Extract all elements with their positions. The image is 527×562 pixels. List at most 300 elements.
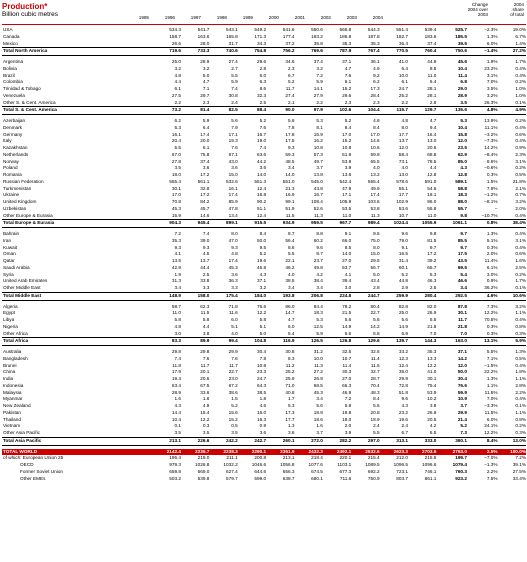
year-value-cell: 6.4 — [429, 79, 437, 85]
year-value-cell: 2.7 — [231, 65, 238, 71]
year-value-cell: 9.4 — [429, 124, 437, 130]
year-value-cell: 3.3 — [231, 285, 238, 291]
row-label: Other Africa — [3, 330, 28, 336]
current-year-value-cell: 163.0 — [436, 338, 467, 346]
row-label: Other Middle East — [3, 285, 41, 291]
year-value-cell: 27.5 — [171, 92, 182, 98]
share-cell: 10.6% — [498, 292, 526, 300]
year-value-cell: 31.2 — [313, 349, 323, 355]
row-label: TOTAL WORLD — [2, 449, 153, 456]
year-value-cell: 3.5 — [231, 430, 238, 436]
year-value-cell: 733.3 — [181, 48, 209, 56]
change-cell: 7.1% — [486, 355, 498, 361]
total-row — [2, 292, 526, 300]
year-value-cell: 34.3 — [257, 40, 267, 46]
row-label: India — [3, 376, 14, 382]
change-cell: 12.2% — [484, 310, 498, 316]
year-value-cell: 102.6 — [323, 107, 351, 115]
year-value-cell: 2142.4 — [153, 449, 181, 456]
year-value-cell: 0.3 — [202, 423, 210, 429]
total-row — [2, 107, 526, 115]
change-cell: – — [494, 205, 498, 211]
year-value-cell: 945.4 — [181, 220, 209, 228]
year-value-cell: 12.4 — [398, 362, 409, 368]
table-title: Production* — [2, 2, 48, 11]
year-value-cell: 105.9 — [339, 199, 352, 205]
year-value-cell: 5.5 — [174, 145, 182, 151]
year-value-cell: 1.6 — [174, 396, 182, 402]
year-value-cell: 16.1 — [171, 131, 182, 137]
year-value-cell: 7.2 — [174, 231, 182, 237]
year-value-cell: 17.4 — [228, 192, 238, 198]
change-cell: –1.2% — [484, 192, 498, 198]
year-value-cell: 12.2 — [427, 362, 437, 368]
row-label: Bolivia — [3, 65, 17, 71]
current-year-value-cell: 30.1 — [457, 310, 467, 316]
year-value-cell: 2290.1 — [238, 449, 266, 456]
year-value-cell: 5.8 — [174, 317, 182, 323]
current-year-value-cell: 76.6 — [457, 382, 467, 388]
year-value-cell: 550.6 — [311, 27, 323, 33]
share-cell: 1.1% — [515, 376, 526, 382]
year-value-cell: 64.3 — [257, 382, 267, 388]
year-value-cell: 35.3 — [427, 349, 437, 355]
change-cell: 4.6% — [467, 292, 498, 300]
year-value-cell: 1.9 — [174, 271, 182, 277]
change-cell: 6.0% — [486, 416, 498, 422]
share-header-line3: of total — [510, 12, 524, 17]
year-value-cell: 5.2 — [259, 251, 267, 257]
year-value-cell: 13.3 — [427, 355, 437, 361]
year-value-cell: 39.2 — [427, 258, 437, 264]
year-value-cell: 549.2 — [254, 27, 267, 33]
year-value-cell: 539.8 — [197, 475, 210, 481]
share-cell: 1.1% — [515, 409, 526, 415]
current-year-value-cell: 30.4 — [457, 376, 467, 382]
year-value-cell: 33.8 — [200, 278, 210, 284]
year-value-cell: 1077.6 — [308, 462, 323, 468]
year-value-cell: 680.1 — [311, 475, 323, 481]
year-value-cell: 38.5 — [285, 278, 295, 284]
year-value-cell: 4.7 — [202, 79, 210, 85]
year-value-cell: 68.8 — [427, 151, 437, 157]
year-value-cell: 579.7 — [226, 475, 238, 481]
year-value-cell: 12.5 — [313, 323, 323, 329]
current-year-value-cell: 88.0 — [457, 199, 467, 205]
year-value-cell: 16.9 — [285, 192, 295, 198]
year-value-cell: 32.5 — [342, 349, 352, 355]
share-cell: 0.2% — [515, 423, 526, 429]
current-year-value-cell: 199.7 — [455, 455, 467, 461]
year-value-cell: 17.5 — [285, 138, 295, 144]
year-value-cell: 7.4 — [259, 145, 267, 151]
current-year-value-cell: 69.5 — [457, 264, 467, 270]
share-cell: 0.1% — [515, 403, 526, 409]
year-value-cell: 19.8 — [342, 409, 352, 415]
year-value-cell: 542.4 — [339, 178, 352, 184]
share-cell: 21.8% — [512, 178, 526, 184]
year-value-cell: 28.1 — [427, 92, 437, 98]
share-cell: 0.4% — [515, 362, 526, 368]
table-row — [2, 245, 526, 252]
share-cell: 1.7% — [515, 278, 526, 284]
year-value-cell: 17.2 — [200, 192, 210, 198]
share-cell: 0.8% — [515, 416, 526, 422]
change-cell: 14.2% — [484, 145, 498, 151]
year-value-cell: 67.2 — [228, 382, 238, 388]
year-value-cell: 103.6 — [367, 199, 380, 205]
change-cell: 1.3% — [486, 376, 498, 382]
share-cell: 2.2% — [515, 389, 526, 395]
current-year-value-cell: 29.0 — [457, 86, 467, 92]
year-value-cell: 754.8 — [238, 48, 266, 56]
year-value-cell: 7.4 — [231, 86, 238, 92]
row-label: Pakistan — [3, 409, 21, 415]
year-value-cell: 56.4 — [285, 237, 295, 243]
year-value-cell: 183.6 — [424, 33, 437, 39]
year-value-cell: 627.4 — [226, 468, 238, 474]
year-value-cell: 3.6 — [231, 271, 238, 277]
year-value-cell: 638.7 — [282, 475, 295, 481]
current-year-value-cell: 9.7 — [460, 244, 467, 250]
year-value-cell: 23.7 — [313, 258, 323, 264]
year-value-cell: 67.5 — [200, 382, 210, 388]
year-value-cell: 29.5 — [370, 258, 380, 264]
year-value-cell: 9.1 — [401, 244, 409, 250]
year-value-cell: 30.8 — [285, 349, 295, 355]
year-value-cell: 13.0 — [427, 138, 437, 144]
year-value-cell: 7.2 — [316, 72, 323, 78]
year-value-cell: 22.1 — [285, 258, 295, 264]
year-value-cell: 899.1 — [209, 220, 237, 228]
share-cell: 0.4% — [515, 72, 526, 78]
year-value-cell: 175.4 — [209, 292, 237, 300]
year-value-cell: 3.6 — [287, 430, 295, 436]
header-rule — [2, 24, 526, 25]
current-year-value-cell: 85.5 — [457, 237, 467, 243]
year-value-cell: 13.0 — [398, 172, 409, 178]
year-value-cell: 5.0 — [202, 72, 210, 78]
table-row — [2, 93, 526, 100]
change-cell: 5.5% — [486, 349, 498, 355]
year-value-cell: 1.8 — [259, 396, 267, 402]
year-value-cell: 244.7 — [351, 292, 379, 300]
share-cell: 0.6% — [515, 131, 526, 137]
change-cell: 3.1% — [486, 72, 498, 78]
year-value-cell: 183.2 — [311, 33, 323, 39]
year-value-cell: 84.4 — [313, 303, 323, 309]
year-value-cell: 16.5 — [398, 251, 409, 257]
change-cell: –2.3% — [484, 27, 498, 33]
current-year-value-cell: 15.8 — [457, 131, 467, 137]
year-value-cell: 4.7 — [287, 317, 295, 323]
year-value-cell: 6.0 — [287, 323, 295, 329]
row-label: United Arab Emirates — [3, 278, 48, 284]
share-cell: 5.9% — [498, 338, 526, 346]
change-cell: 0.9% — [486, 278, 498, 284]
year-value-cell: 2.5 — [429, 285, 437, 291]
current-year-value-cell: 28.9 — [457, 92, 467, 98]
year-value-cell: 2.5 — [202, 271, 210, 277]
year-value-cell: 7.0 — [429, 330, 437, 336]
year-value-cell: 30.4 — [257, 349, 267, 355]
current-year-value-cell: 39.5 — [457, 40, 467, 46]
year-value-cell: 2.9 — [401, 285, 409, 291]
change-cell: 0.3% — [486, 172, 498, 178]
year-value-cell: 184.0 — [238, 292, 266, 300]
share-cell: 1.8% — [515, 369, 526, 375]
current-year-value-cell: 45.6 — [457, 59, 467, 65]
year-value-cell: 12.4 — [257, 212, 267, 218]
year-value-cell: 79.0 — [398, 237, 409, 243]
year-value-cell: 24.7 — [398, 86, 409, 92]
year-value-cell: 17.3 — [285, 409, 295, 415]
year-value-cell: 3.6 — [231, 165, 238, 171]
year-value-cell: 2492.1 — [323, 449, 351, 456]
table-row — [2, 186, 526, 193]
current-year-value-cell: 58.8 — [457, 185, 467, 191]
year-value-cell: 10.8 — [257, 362, 267, 368]
year-value-cell: 13.7 — [200, 258, 210, 264]
share-cell: 0.1% — [515, 285, 526, 291]
year-value-cell: 75.8 — [200, 151, 210, 157]
row-label: Saudi Arabia — [3, 264, 30, 270]
year-value-cell: 4.4 — [202, 323, 210, 329]
year-value-cell: 719.6 — [153, 48, 181, 56]
table-row — [2, 285, 526, 292]
year-value-cell: 47.9 — [342, 185, 352, 191]
year-value-cell: 2.8 — [259, 65, 267, 71]
year-value-cell: 31.3 — [171, 278, 182, 284]
year-value-cell: 75.0 — [370, 237, 380, 243]
year-value-cell: 5.0 — [259, 330, 267, 336]
year-value-cell: 35.8 — [313, 40, 323, 46]
year-value-cell: 7.8 — [259, 355, 267, 361]
year-value-cell: 8.4 — [259, 231, 267, 237]
year-value-cell: 12.4 — [257, 185, 267, 191]
year-value-cell: 5.3 — [316, 118, 323, 124]
year-value-cell: 1024.4 — [380, 220, 408, 228]
year-value-cell: 3.2 — [174, 65, 182, 71]
year-value-cell: 37.1 — [342, 59, 352, 65]
row-label: Bangladesh — [3, 355, 28, 361]
year-value-cell: 30.1 — [427, 376, 437, 382]
row-label: Romania — [3, 172, 22, 178]
row-label: United Kingdom — [3, 199, 37, 205]
year-value-cell: 129.7 — [408, 107, 436, 115]
year-value-cell: 51.1 — [257, 205, 267, 211]
year-value-cell: 40.8 — [285, 389, 295, 395]
year-value-cell: 3.5 — [202, 430, 210, 436]
year-value-cell: 26.9 — [427, 310, 437, 316]
year-value-cell: 38.4 — [313, 278, 323, 284]
year-value-cell: 3.4 — [316, 285, 323, 291]
change-cell: –8.1% — [484, 199, 498, 205]
year-value-cell: 17.0 — [342, 131, 352, 137]
share-cell: 0.4% — [515, 317, 526, 323]
year-value-cell: 18.1 — [427, 192, 437, 198]
table-row — [2, 73, 526, 80]
year-value-cell: 20.5 — [200, 376, 210, 382]
year-value-cell: 2.0 — [344, 423, 352, 429]
year-value-cell: 6.0 — [259, 72, 267, 78]
change-cell: 22.2% — [484, 369, 498, 375]
year-value-cell: 16.0 — [257, 409, 267, 415]
row-label: Libya — [3, 317, 15, 323]
row-label: Nigeria — [3, 323, 18, 329]
year-value-cell: 42.9 — [171, 264, 182, 270]
year-value-cell: 3.4 — [287, 285, 295, 291]
year-value-cell: 644.6 — [254, 468, 267, 474]
share-cell: 13.0% — [498, 437, 526, 445]
table-unit: Billion cubic metres — [2, 11, 58, 18]
change-cell: 8.4% — [467, 437, 498, 445]
year-value-cell: 4.8 — [231, 251, 238, 257]
current-year-value-cell: 17.5 — [457, 251, 467, 257]
share-cell: 3.1% — [515, 237, 526, 243]
share-cell: 1.0% — [515, 86, 526, 92]
year-value-cell: 59.3 — [285, 151, 295, 157]
year-value-cell: 71.0 — [285, 382, 295, 388]
year-value-cell: 5.6 — [373, 403, 380, 409]
share-cell: 0.5% — [515, 172, 526, 178]
current-year-value-cell: 59.9 — [457, 389, 467, 395]
year-value-cell: 22.7 — [228, 369, 238, 375]
year-value-cell: 37.2 — [285, 40, 295, 46]
table-row — [2, 165, 526, 172]
year-value-cell: 3.6 — [259, 165, 267, 171]
year-value-cell: 19.6 — [257, 258, 267, 264]
current-year-value-cell: 14.2 — [457, 355, 467, 361]
year-value-cell: 17.1 — [342, 192, 352, 198]
year-value-cell: 9.8 — [429, 231, 437, 237]
year-value-cell: 591.0 — [424, 178, 437, 184]
year-value-cell: 12.8 — [427, 172, 437, 178]
year-value-cell: 5.3 — [287, 403, 295, 409]
year-value-cell: 10.7 — [398, 212, 409, 218]
year-value-cell: 5.5 — [373, 430, 380, 436]
year-value-cell: 0.1 — [174, 423, 182, 429]
change-cell: 6.1% — [486, 264, 498, 270]
table-row — [2, 159, 526, 166]
year-value-cell: 15.2 — [342, 86, 352, 92]
current-year-value-cell: 9.8 — [460, 212, 467, 218]
year-value-cell: 76.6 — [257, 303, 267, 309]
current-year-value-cell: 12.0 — [457, 138, 467, 144]
year-value-cell: 129.6 — [351, 338, 379, 346]
year-value-cell: 4.1 — [174, 251, 182, 257]
row-label: Uzbekistan — [3, 205, 27, 211]
year-value-cell: 211.1 — [226, 455, 238, 461]
table-row — [2, 423, 526, 430]
row-label: Mexico — [3, 40, 18, 46]
change-cell: 11.6% — [484, 389, 498, 395]
table-row — [2, 34, 526, 41]
change-cell: 0.3% — [486, 330, 498, 336]
year-value-cell: 27.4 — [285, 92, 295, 98]
year-value-cell: 14.7 — [285, 310, 295, 316]
year-value-cell: 24.7 — [257, 376, 267, 382]
year-value-cell: 6.1 — [401, 79, 409, 85]
year-value-cell: 4.8 — [401, 118, 409, 124]
year-value-cell: 28.9 — [200, 59, 210, 65]
share-cell: 1.3% — [515, 349, 526, 355]
year-value-cell: 2235.7 — [181, 449, 209, 456]
year-value-cell: 8.3 — [287, 355, 295, 361]
year-value-cell: 746.1 — [424, 468, 437, 474]
year-value-cell: 14.6 — [370, 138, 380, 144]
year-value-cell: 104.4 — [351, 107, 379, 115]
year-value-cell: 7.1 — [202, 86, 210, 92]
change-cell: 3.5% — [486, 86, 498, 92]
year-value-cell: 5.2 — [259, 118, 267, 124]
table-row — [2, 172, 526, 179]
year-value-cell: 38.5 — [257, 389, 267, 395]
share-cell: 0.4% — [515, 138, 526, 144]
share-cell: 6.7% — [515, 33, 526, 39]
table-row — [2, 145, 526, 152]
year-value-cell: 272.0 — [295, 437, 323, 445]
year-value-cell: 4.4 — [429, 165, 437, 171]
year-value-cell: 15.0 — [228, 172, 238, 178]
change-cell: 12.2% — [484, 430, 498, 436]
change-cell: –3.3% — [484, 403, 498, 409]
year-value-cell: 14.6 — [200, 212, 210, 218]
year-value-cell: 1096.6 — [422, 462, 437, 468]
year-value-cell: 53.9 — [427, 389, 437, 395]
year-value-cell: 171.3 — [254, 33, 267, 39]
current-year-value-cell: 4.3 — [460, 165, 467, 171]
year-value-cell: 9.6 — [401, 231, 409, 237]
year-value-cell: 5.5 — [231, 72, 238, 78]
year-value-cell: 19.3 — [228, 138, 238, 144]
year-value-cell: 21.3 — [285, 185, 295, 191]
year-value-cell: 5.3 — [429, 271, 437, 277]
share-cell: 1.4% — [515, 40, 526, 46]
year-value-cell: 70.8 — [171, 199, 182, 205]
change-cell: 3.2% — [486, 92, 498, 98]
share-cell: 0.6% — [515, 251, 526, 257]
year-value-cell: 4.0 — [401, 165, 409, 171]
year-value-cell: 18.9 — [370, 416, 380, 422]
year-value-cell: 25.0 — [171, 59, 182, 65]
current-year-value-cell: 3.5 — [460, 99, 467, 105]
year-value-cell: 599.0 — [254, 475, 267, 481]
year-value-cell: 28.7 — [370, 376, 380, 382]
year-value-cell: 989.4 — [351, 220, 379, 228]
year-value-cell: 28.9 — [171, 389, 182, 395]
change-cell: –0.6% — [484, 165, 498, 171]
year-value-cell: 11.3 — [314, 212, 323, 218]
year-value-cell: 67.0 — [171, 151, 182, 157]
year-value-cell: 5.6 — [401, 317, 409, 323]
table-row — [2, 132, 526, 139]
change-cell: –1.4% — [467, 48, 498, 56]
table-row — [2, 206, 526, 213]
year-value-cell: 2432.3 — [295, 449, 323, 456]
year-value-cell: 15.6 — [228, 409, 238, 415]
share-cell: 0.4% — [515, 396, 526, 402]
change-cell: 36.2% — [484, 285, 498, 291]
year-value-cell: 19.6 — [398, 416, 409, 422]
year-value-cell: 6.4 — [401, 65, 409, 71]
year-value-cell: 144.3 — [408, 338, 436, 346]
year-value-cell: 532.6 — [226, 178, 238, 184]
year-value-cell: 89.9 — [181, 338, 209, 346]
year-value-cell: 29.9 — [398, 376, 409, 382]
year-value-cell: 16.8 — [257, 192, 267, 198]
year-value-cell: 4.4 — [174, 79, 182, 85]
